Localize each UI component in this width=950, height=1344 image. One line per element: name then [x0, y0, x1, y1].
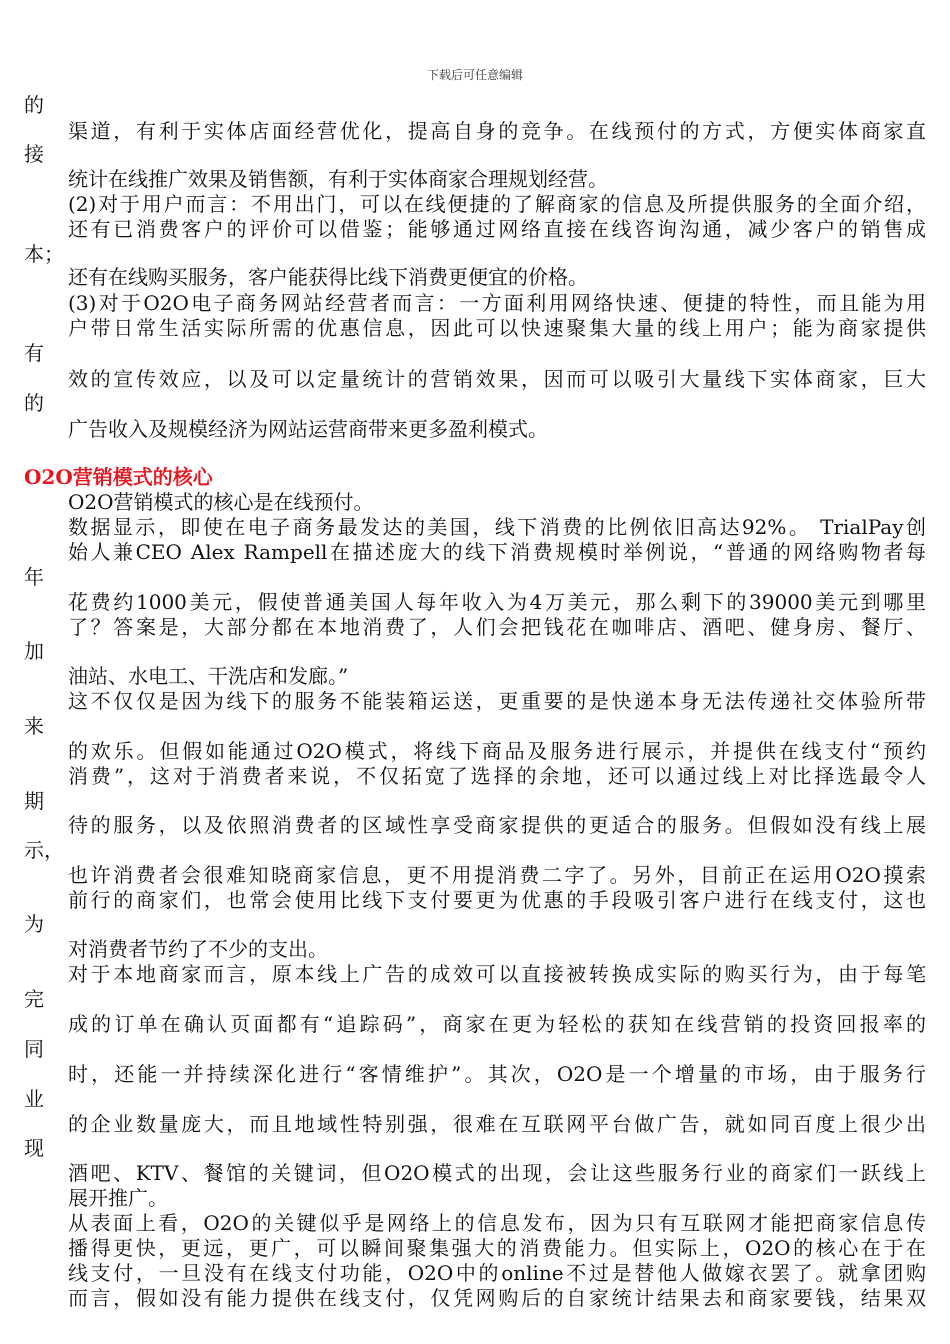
- body-line: 展开推广。: [68, 1186, 168, 1210]
- body-line: 的欢乐。但假如能通过O2O模式，将线下商品及服务进行展示，并提供在线支付“预约: [68, 739, 926, 763]
- body-line: 对于本地商家而言，原本线上广告的成效可以直接被转换成实际的购买行为，由于每笔: [68, 962, 926, 986]
- body-line: 油站、水电工、干洗店和发廊。”: [68, 664, 349, 688]
- body-line: 还有已消费客户的评价可以借鉴；能够通过网络直接在线咨询沟通，减少客户的销售成: [68, 217, 926, 241]
- margin-char: 期: [24, 789, 44, 813]
- body-line: 对消费者节约了不少的支出。: [68, 937, 328, 961]
- margin-char: 业: [24, 1087, 44, 1111]
- margin-char: 的: [24, 391, 44, 415]
- body-line: 待的服务，以及依照消费者的区域性享受商家提供的更适合的服务。但假如没有线上展: [68, 813, 926, 837]
- body-line: 花费约1000美元，假使普通美国人每年收入为4万美元，那么剩下的39000美元到哪里: [68, 590, 926, 614]
- body-line: 这不仅仅是因为线下的服务不能装箱运送，更重要的是快递本身无法传递社交体验所带: [68, 689, 926, 713]
- section-heading: O2O营销模式的核心: [24, 465, 213, 489]
- margin-char: 同: [24, 1037, 44, 1061]
- body-line: 广告收入及规模经济为网站运营商带来更多盈利模式。: [68, 417, 548, 441]
- body-line: 前行的商家们，也常会使用比线下支付要更为优惠的手段吸引客户进行在线支付，这也: [68, 888, 926, 912]
- body-line: 渠道，有利于实体店面经营优化，提高自身的竞争。在线预付的方式，方便实体商家直: [68, 119, 926, 143]
- margin-char: 本；: [24, 242, 64, 266]
- margin-char: 年: [24, 565, 44, 589]
- body-line: 还有在线购买服务，客户能获得比线下消费更便宜的价格。: [68, 265, 588, 289]
- body-line: 成的订单在确认页面都有“追踪码”，商家在更为轻松的获知在线营销的投资回报率的: [68, 1012, 926, 1036]
- margin-char: 接: [24, 142, 44, 166]
- margin-char: 现: [24, 1136, 44, 1160]
- body-line: 户带日常生活实际所需的优惠信息，因此可以快速聚集大量的线上用户；能为商家提供: [68, 316, 926, 340]
- body-line: 而言，假如没有能力提供在线支付，仅凭网购后的自家统计结果去和商家要钱，结果双: [68, 1286, 926, 1310]
- margin-char: 加: [24, 639, 44, 663]
- margin-char: 示，: [24, 838, 64, 862]
- body-line: 效的宣传效应，以及可以定量统计的营销效果，因而可以吸引大量线下实体商家，巨大: [68, 367, 926, 391]
- body-line: 统计在线推广效果及销售额，有利于实体商家合理规划经营。: [68, 167, 608, 191]
- margin-char: 的: [24, 93, 44, 117]
- body-line: 线支付，一旦没有在线支付功能，O2O中的online不过是替他人做嫁衣罢了。就拿团购: [68, 1261, 926, 1285]
- body-line: (3)对于O2O电子商务网站经营者而言：一方面利用网络快速、便捷的特性，而且能为用: [68, 291, 926, 315]
- margin-char: 为: [24, 912, 44, 936]
- margin-char: 来: [24, 714, 44, 738]
- body-line: 始人兼CEO Alex Rampell在描述庞大的线下消费规模时举例说，“普通的网络购物者每: [68, 540, 926, 564]
- body-line: 播得更快，更远，更广，可以瞬间聚集强大的消费能力。但实际上，O2O的核心在于在: [68, 1236, 926, 1260]
- margin-char: 有: [24, 341, 44, 365]
- margin-char: 完: [24, 987, 44, 1011]
- body-line: 数据显示，即使在电子商务最发达的美国，线下消费的比例依旧高达92%。 TrialPay创: [68, 515, 926, 539]
- body-line: 从表面上看，O2O的关键似乎是网络上的信息发布，因为只有互联网才能把商家信息传: [68, 1211, 926, 1235]
- body-line: 时，还能一并持续深化进行“客情维护”。其次，O2O是一个增量的市场，由于服务行: [68, 1062, 926, 1086]
- body-line: 消费”，这对于消费者来说，不仅拓宽了选择的余地，还可以通过线上对比择选最令人: [68, 764, 926, 788]
- body-line: 了？答案是，大部分都在本地消费了，人们会把钱花在咖啡店、酒吧、健身房、餐厅、: [68, 615, 926, 639]
- body-line: 也许消费者会很难知晓商家信息，更不用提消费二字了。另外，目前正在运用O2O摸索: [68, 863, 926, 887]
- body-line: (2)对于用户而言：不用出门，可以在线便捷的了解商家的信息及所提供服务的全面介绍，: [68, 192, 926, 216]
- body-line: 的企业数量庞大，而且地域性特别强，很难在互联网平台做广告，就如同百度上很少出: [68, 1112, 926, 1136]
- page-header: 下载后可任意编辑: [426, 68, 523, 82]
- body-line: O2O营销模式的核心是在线预付。: [68, 490, 374, 514]
- body-line: 酒吧、KTV、餐馆的关键词，但O2O模式的出现，会让这些服务行业的商家们一跃线上: [68, 1161, 926, 1185]
